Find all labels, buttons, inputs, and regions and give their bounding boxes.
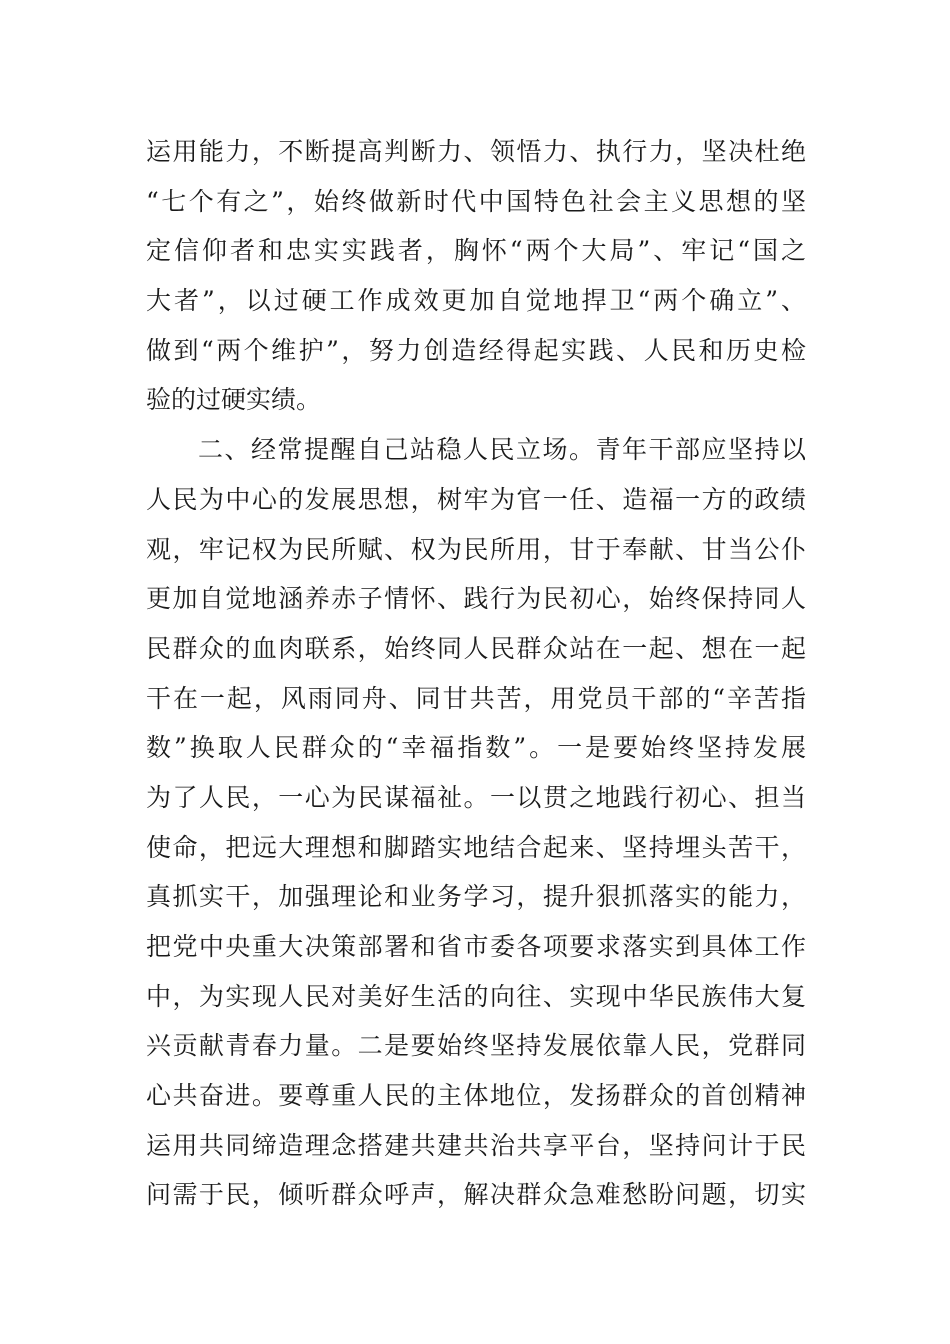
- text-line-10: 更加自觉地涵养赤子情怀、践行为民初心，始终保持同人: [146, 584, 806, 614]
- text-line-20: 心共奋进。要尊重人民的主体地位，发扬群众的首创精神: [146, 1081, 806, 1111]
- text-line-13: 数”换取人民群众的“幸福指数”。一是要始终坚持发展: [146, 733, 806, 763]
- text-line-9: 观，牢记权为民所赋、权为民所用，甘于奉献、甘当公仆: [146, 534, 806, 564]
- text-line-15: 使命，把远大理想和脚踏实地结合起来、坚持埋头苦干，: [146, 832, 806, 862]
- text-line-16: 真抓实干，加强理论和业务学习，提升狠抓落实的能力，: [146, 882, 806, 912]
- text-line-8: 人民为中心的发展思想，树牢为官一任、造福一方的政绩: [146, 484, 806, 514]
- text-line-7: 二、经常提醒自己站稳人民立场。青年干部应坚持以: [198, 435, 806, 465]
- text-line-4: 大者”，以过硬工作成效更加自觉地捍卫“两个确立”、: [146, 286, 806, 316]
- text-line-14: 为了人民，一心为民谋福祉。一以贯之地践行初心、担当: [146, 782, 806, 812]
- text-line-6: 验的过硬实绩。: [146, 385, 322, 415]
- text-line-17: 把党中央重大决策部署和省市委各项要求落实到具体工作: [146, 932, 806, 961]
- text-line-11: 民群众的血肉联系，始终同人民群众站在一起、想在一起: [146, 633, 806, 663]
- text-line-5: 做到“两个维护”，努力创造经得起实践、人民和历史检: [146, 335, 806, 365]
- body-text: [146, 127, 806, 1220]
- text-line-2: “七个有之”，始终做新时代中国特色社会主义思想的坚: [146, 186, 806, 216]
- text-line-21: 运用共同缔造理念搭建共建共治共享平台，坚持问计于民: [146, 1130, 806, 1160]
- text-line-3: 定信仰者和忠实实践者，胸怀“两个大局”、牢记“国之: [146, 236, 806, 266]
- text-line-22: 问需于民，倾听群众呼声，解决群众急难愁盼问题，切实: [146, 1180, 806, 1210]
- text-line-19: 兴贡献青春力量。二是要始终坚持发展依靠人民，党群同: [146, 1031, 806, 1061]
- text-line-18: 中，为实现人民对美好生活的向往、实现中华民族伟大复: [146, 981, 806, 1011]
- text-line-12: 干在一起，风雨同舟、同甘共苦，用党员干部的“辛苦指: [146, 683, 806, 713]
- text-line-1: 运用能力，不断提高判断力、领悟力、执行力，坚决杜绝: [146, 137, 806, 166]
